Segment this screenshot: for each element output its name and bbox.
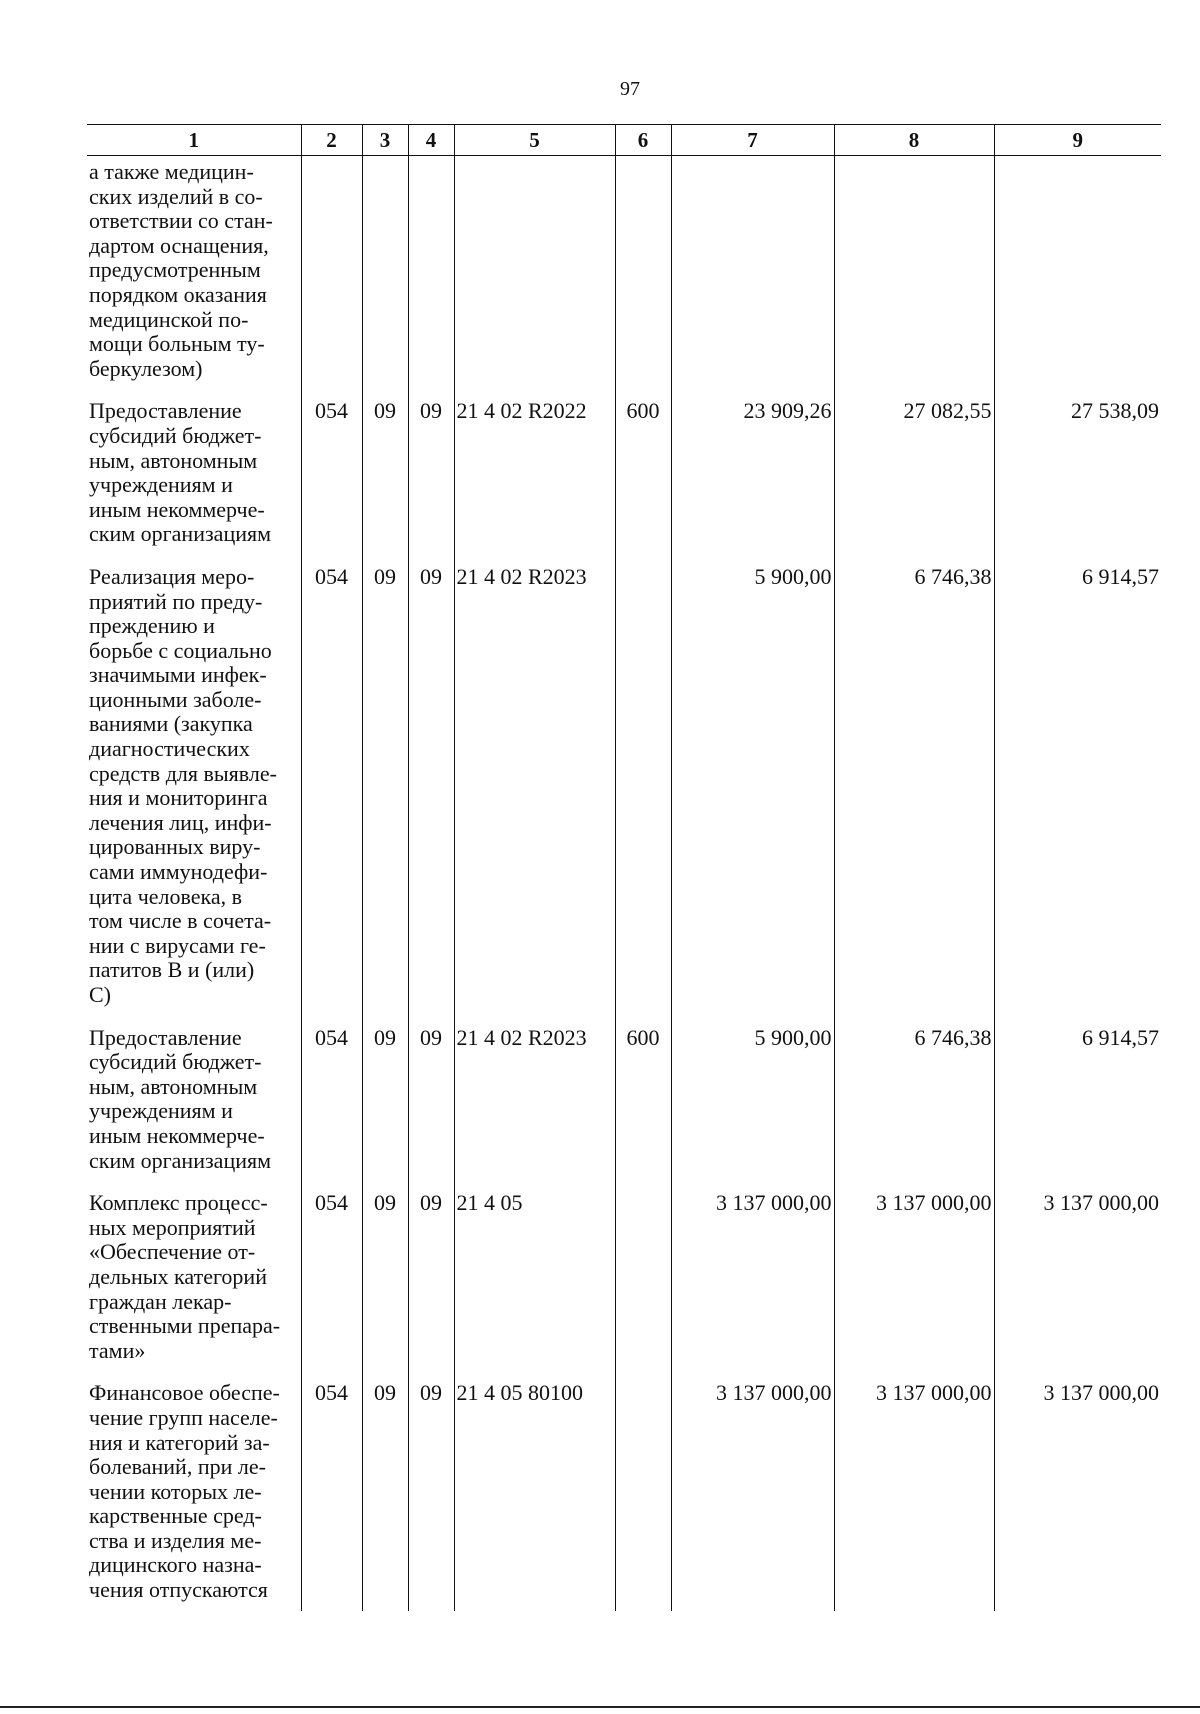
- subsection-code: 09: [408, 1381, 454, 1611]
- amount-year-1: 5 900,00: [671, 1026, 834, 1192]
- row-name: а также медицин- ских изделий в со- ответствии со стан- дартом оснащения, предусмотренным порядком оказания медицинской по- мощи больным ту- беркулезом): [87, 156, 301, 400]
- table-row: [87, 1381, 1161, 1611]
- expense-type-code: [615, 156, 671, 400]
- row-name: Реализация меро- приятий по преду- преждению и борьбе с социально значимыми инфек- ционными заболе- ваниями (закупка диагностических средств для выявле- ния и мониторинга лечения лиц, инфи- цированных виру- сами иммунодефи- цита человека, в том числе в сочета- нии с вирусами ге- патитов В и (или) С): [87, 565, 301, 1026]
- subsection-code: 09: [408, 565, 454, 1026]
- section-code: 09: [362, 1381, 408, 1611]
- expense-type-code: [615, 565, 671, 1026]
- amount-year-3: 3 137 000,00: [994, 1191, 1161, 1381]
- amount-year-3: 27 538,09: [994, 399, 1161, 565]
- column-header: 4: [408, 125, 454, 156]
- grbs-code: 054: [301, 1026, 362, 1192]
- grbs-code: 054: [301, 399, 362, 565]
- amount-year-1: 3 137 000,00: [671, 1191, 834, 1381]
- section-code: [362, 156, 408, 400]
- amount-year-1: [671, 156, 834, 400]
- amount-year-2: 3 137 000,00: [834, 1381, 994, 1611]
- target-article-code: 21 4 05: [454, 1191, 615, 1381]
- subsection-code: 09: [408, 399, 454, 565]
- subsection-code: 09: [408, 1191, 454, 1381]
- budget-table-wrap: [87, 124, 1161, 1611]
- page-number: 97: [620, 78, 640, 100]
- section-code: 09: [362, 1026, 408, 1192]
- row-name: Финансовое обеспе- чение групп населе- ния и категорий за- болеваний, при ле- чении которых ле- карственные сред- ства и изделия ме- дицинского назна- чения отпускаются: [87, 1381, 301, 1611]
- column-header: 3: [362, 125, 408, 156]
- target-article-code: 21 4 05 80100: [454, 1381, 615, 1611]
- table-row: [87, 1191, 1161, 1381]
- target-article-code: [454, 156, 615, 400]
- target-article-code: 21 4 02 R2023: [454, 565, 615, 1026]
- amount-year-2: 6 746,38: [834, 1026, 994, 1192]
- table-row: [87, 399, 1161, 565]
- row-name: Предоставление субсидий бюджет- ным, автономным учреждениям и иным некоммерче- ским организациям: [87, 399, 301, 565]
- budget-table: [87, 124, 1161, 1611]
- column-header: 1: [87, 125, 301, 156]
- amount-year-3: 3 137 000,00: [994, 1381, 1161, 1611]
- grbs-code: 054: [301, 1191, 362, 1381]
- amount-year-2: 3 137 000,00: [834, 1191, 994, 1381]
- amount-year-3: [994, 156, 1161, 400]
- column-header: 5: [454, 125, 615, 156]
- target-article-code: 21 4 02 R2023: [454, 1026, 615, 1192]
- amount-year-2: 6 746,38: [834, 565, 994, 1026]
- grbs-code: 054: [301, 565, 362, 1026]
- row-name: Комплекс процесс- ных мероприятий «Обеспечение от- дельных категорий граждан лекар- ственными препара- тами»: [87, 1191, 301, 1381]
- grbs-code: [301, 156, 362, 400]
- amount-year-1: 3 137 000,00: [671, 1381, 834, 1611]
- expense-type-code: [615, 1191, 671, 1381]
- section-code: 09: [362, 399, 408, 565]
- expense-type-code: 600: [615, 399, 671, 565]
- expense-type-code: [615, 1381, 671, 1611]
- target-article-code: 21 4 02 R2022: [454, 399, 615, 565]
- grbs-code: 054: [301, 1381, 362, 1611]
- column-header: 7: [671, 125, 834, 156]
- section-code: 09: [362, 565, 408, 1026]
- amount-year-2: [834, 156, 994, 400]
- table-row: [87, 1026, 1161, 1192]
- amount-year-1: 23 909,26: [671, 399, 834, 565]
- amount-year-3: 6 914,57: [994, 565, 1161, 1026]
- amount-year-2: 27 082,55: [834, 399, 994, 565]
- amount-year-3: 6 914,57: [994, 1026, 1161, 1192]
- section-code: 09: [362, 1191, 408, 1381]
- amount-year-1: 5 900,00: [671, 565, 834, 1026]
- column-header: 8: [834, 125, 994, 156]
- column-header: 2: [301, 125, 362, 156]
- header-row: [87, 125, 1161, 156]
- table-row: [87, 565, 1161, 1026]
- column-header: 9: [994, 125, 1161, 156]
- row-name: Предоставление субсидий бюджет- ным, автономным учреждениям и иным некоммерче- ским организациям: [87, 1026, 301, 1192]
- expense-type-code: 600: [615, 1026, 671, 1192]
- table-row: [87, 156, 1161, 400]
- subsection-code: 09: [408, 1026, 454, 1192]
- scan-bottom-edge: [0, 1706, 1200, 1708]
- subsection-code: [408, 156, 454, 400]
- column-header: 6: [615, 125, 671, 156]
